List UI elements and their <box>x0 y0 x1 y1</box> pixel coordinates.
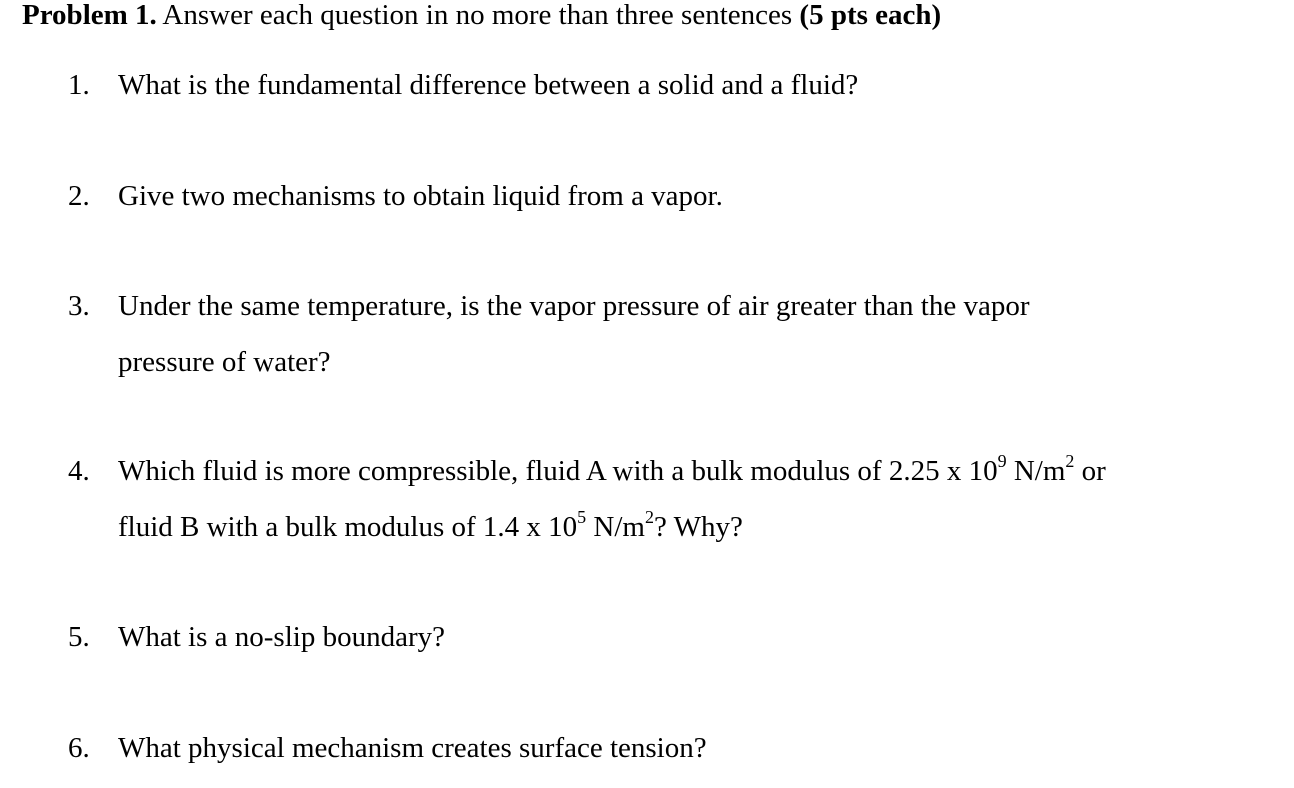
exponent: 5 <box>577 507 587 528</box>
question-6 <box>68 720 707 776</box>
question-text: Give two mechanisms to obtain liquid from a vapor. <box>118 180 723 212</box>
problem-header <box>22 0 941 32</box>
question-text <box>118 443 1106 499</box>
question-4 <box>68 443 1106 555</box>
question-2 <box>68 168 723 224</box>
question-number: 1. <box>68 69 90 101</box>
question-text: Under the same temperature, is the vapor pressure of air greater than the vapor <box>118 290 1030 322</box>
question-number: 4. <box>68 455 90 487</box>
question-number: 6. <box>68 732 90 764</box>
question-1 <box>68 57 858 113</box>
problem-instruction: Answer each question in no more than three sentences <box>156 0 800 31</box>
question-text-part: fluid B with a bulk modulus of 1.4 x 10 <box>118 511 578 543</box>
question-text: What is the fundamental difference between a solid and a fluid? <box>118 69 859 101</box>
question-text-part: or <box>1074 455 1106 487</box>
exponent: 2 <box>1065 451 1075 472</box>
exponent: 2 <box>644 507 654 528</box>
question-number: 2. <box>68 180 90 212</box>
question-number: 5. <box>68 621 90 653</box>
question-5 <box>68 609 445 665</box>
question-text-part: Which fluid is more compressible, fluid A with a bulk modulus of 2.25 x 10 <box>118 455 998 487</box>
question-text-continued <box>118 499 1106 555</box>
question-text: What physical mechanism creates surface tension? <box>118 732 707 764</box>
problem-points: (5 pts each) <box>799 0 942 31</box>
question-text-part: ? Why? <box>653 511 743 543</box>
question-3 <box>68 278 1030 390</box>
question-text-continued: pressure of water? <box>118 346 331 378</box>
question-text: What is a no-slip boundary? <box>118 621 445 653</box>
question-text-part: N/m <box>586 511 645 543</box>
exponent: 9 <box>997 451 1007 472</box>
problem-label: Problem 1. <box>22 0 157 31</box>
question-number: 3. <box>68 290 90 322</box>
question-text-part: N/m <box>1006 455 1066 487</box>
